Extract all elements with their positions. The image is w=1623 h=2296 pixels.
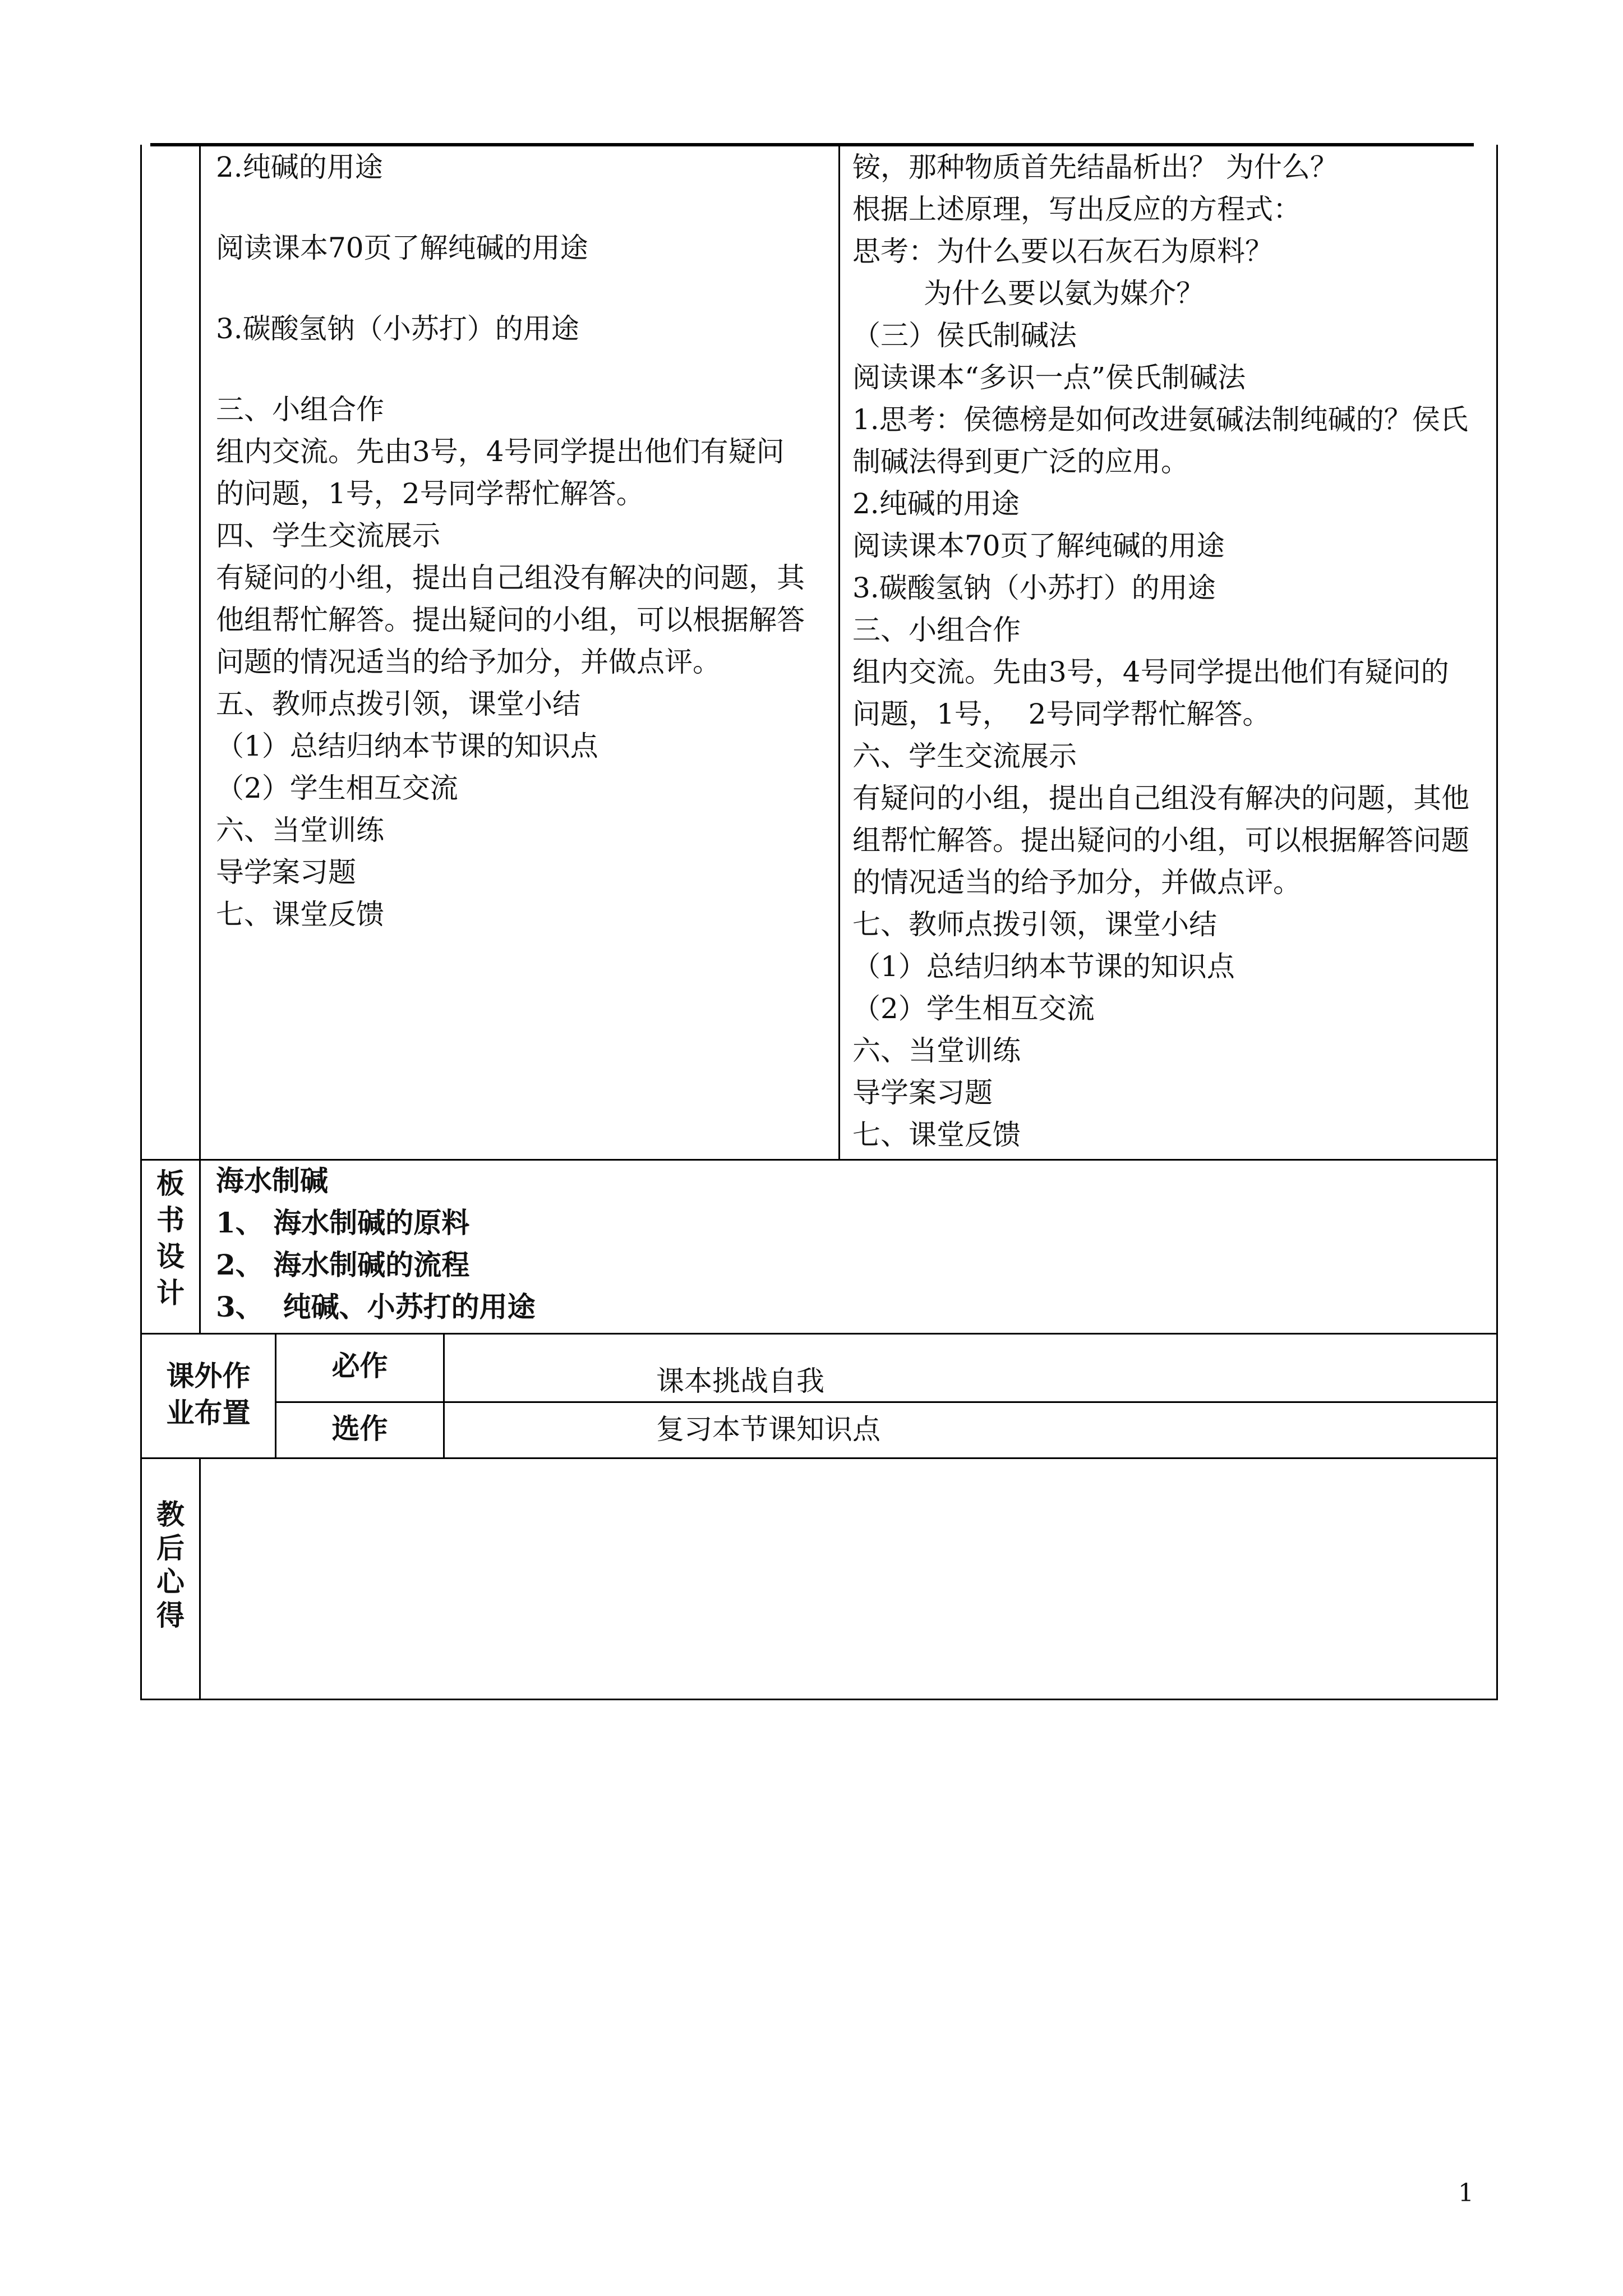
homework-label: [142, 1358, 275, 1432]
table-border-left: [140, 145, 142, 1700]
right-line: 组内交流。先由3号，4号同学提出他们有疑问的: [852, 656, 1449, 688]
left-line: 七、课堂反馈: [216, 898, 384, 931]
content-split-divider: [838, 145, 840, 1160]
right-line: 六、学生交流展示: [852, 740, 1077, 772]
label-column-divider: [199, 145, 201, 1334]
right-line: 问题，1号， 2号同学帮忙解答。: [852, 698, 1271, 730]
board-design-label-char: 设: [156, 1240, 185, 1273]
table-border-bottom: [140, 1699, 1498, 1700]
reflection-content: [202, 1460, 1495, 1697]
label-column-divider-bottom: [199, 1458, 201, 1700]
right-line: 组帮忙解答。提出疑问的小组，可以根据解答问题: [852, 824, 1469, 857]
reflection-label-char: 得: [156, 1599, 185, 1632]
right-line: 制碱法得到更广泛的应用。: [852, 445, 1189, 478]
required-label: 必作: [331, 1349, 388, 1382]
required-text: 课本挑战自我: [656, 1365, 824, 1397]
page-number: 1: [1458, 2179, 1474, 2207]
board-design-label-char: 板: [156, 1167, 185, 1200]
row-divider-homework: [140, 1457, 1498, 1459]
board-design-line: 2、 海水制碱的流程: [216, 1248, 470, 1281]
reflection-label-char: 后: [156, 1531, 185, 1565]
right-line: 根据上述原理，写出反应的方程式：: [852, 193, 1301, 226]
right-line: （三）侯氏制碱法: [852, 319, 1077, 352]
left-line: 3.碳酸氢钠（小苏打）的用途: [216, 312, 579, 345]
right-line: 有疑问的小组，提出自己组没有解决的问题，其他: [852, 782, 1469, 815]
row-divider-board: [140, 1333, 1498, 1335]
right-line: 为什么要以氨为媒介？: [852, 277, 1205, 310]
left-line: 他组帮忙解答。提出疑问的小组，可以根据解答: [216, 604, 805, 636]
right-line: 七、教师点拨引领，课堂小结: [852, 908, 1217, 941]
reflection-label-char: 教: [156, 1498, 185, 1531]
optional-text: 复习本节课知识点: [656, 1413, 880, 1446]
right-line: 的情况适当的给予加分，并做点评。: [852, 866, 1301, 899]
left-line: 三、小组合作: [216, 393, 384, 426]
reflection-label-char: 心: [156, 1565, 185, 1598]
left-line: （2）学生相互交流: [216, 772, 458, 804]
right-line: 三、小组合作: [852, 614, 1021, 646]
right-line: 导学案习题: [852, 1076, 993, 1109]
board-design-label-char: 书: [156, 1203, 185, 1236]
table-border-right: [1496, 145, 1498, 1700]
right-line: 七、课堂反馈: [852, 1119, 1021, 1151]
board-design-line: 海水制碱: [216, 1164, 328, 1197]
left-line: （1）总结归纳本节课的知识点: [216, 730, 598, 762]
right-line: 铵，那种物质首先结晶析出？ 为什么？: [852, 151, 1338, 183]
row-divider-homework-inner: [275, 1401, 1498, 1403]
right-line: 2.纯碱的用途: [852, 487, 1020, 520]
right-line: 3.碳酸氢钠（小苏打）的用途: [852, 572, 1216, 604]
homework-label-line: 课外作: [166, 1359, 251, 1392]
board-design-label-char: 计: [156, 1276, 185, 1309]
right-line: 阅读课本“多识一点”侯氏制碱法: [852, 361, 1246, 394]
homework-label-line: 业布置: [166, 1396, 251, 1429]
row-divider-top-section: [140, 1159, 1498, 1161]
right-line: 1.思考：侯德榜是如何改进氨碱法制纯碱的？侯氏: [852, 403, 1468, 436]
top-rule: [150, 143, 1474, 146]
right-line: （2）学生相互交流: [852, 992, 1095, 1025]
homework-divider-2: [443, 1334, 445, 1458]
optional-label: 选作: [331, 1412, 388, 1445]
left-line: 六、当堂训练: [216, 814, 384, 846]
left-line: 四、学生交流展示: [216, 519, 440, 552]
left-line: 组内交流。先由3号，4号同学提出他们有疑问: [216, 435, 785, 468]
right-line: 阅读课本70页了解纯碱的用途: [852, 530, 1225, 562]
left-line: 的问题，1号，2号同学帮忙解答。: [216, 477, 644, 510]
right-line: 思考：为什么要以石灰石为原料？: [852, 235, 1273, 268]
left-line: 导学案习题: [216, 856, 356, 889]
board-design-line: 1、 海水制碱的原料: [216, 1206, 470, 1239]
right-line: 六、当堂训练: [852, 1034, 1021, 1067]
board-design-line: 3、 纯碱、小苏打的用途: [216, 1290, 536, 1323]
right-line: （1）总结归纳本节课的知识点: [852, 950, 1235, 983]
left-line: 问题的情况适当的给予加分，并做点评。: [216, 646, 721, 678]
left-line: 2.纯碱的用途: [216, 151, 383, 183]
left-line: 有疑问的小组，提出自己组没有解决的问题，其: [216, 562, 805, 594]
left-line: 五、教师点拨引领，课堂小结: [216, 688, 580, 720]
left-line: 阅读课本70页了解纯碱的用途: [216, 232, 588, 264]
